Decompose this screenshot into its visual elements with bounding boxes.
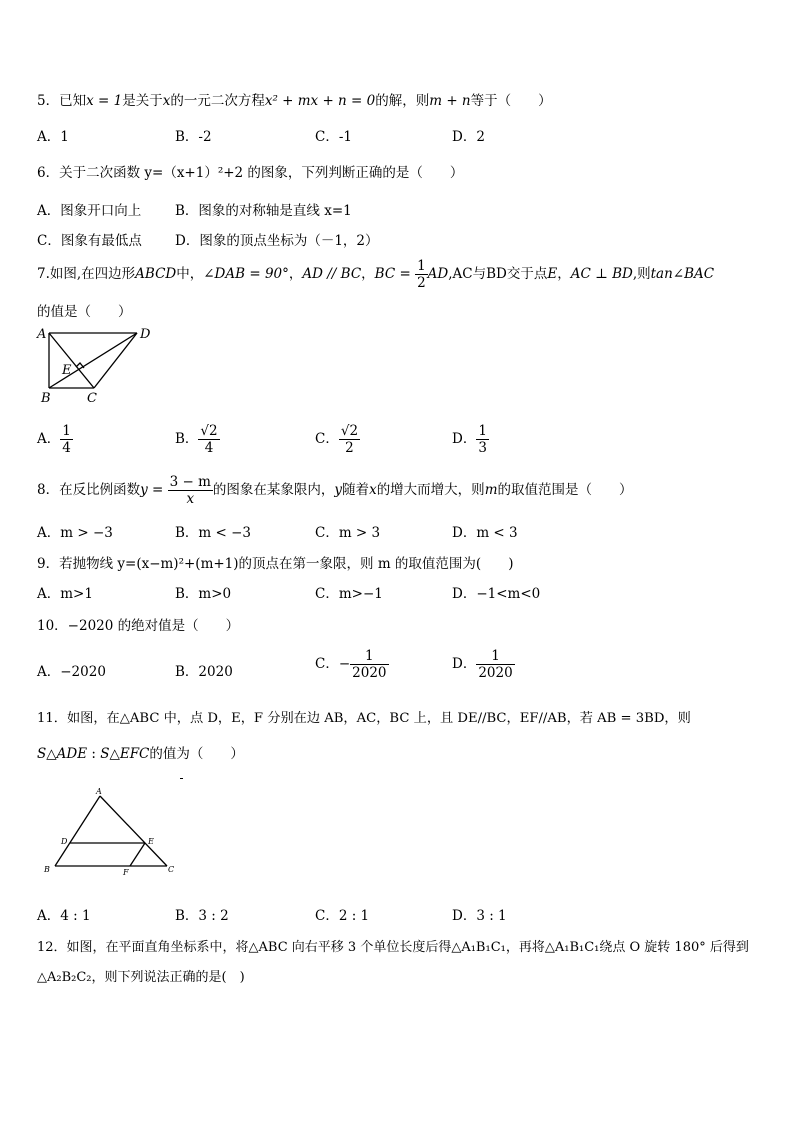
point-label-b: B	[41, 391, 51, 405]
q7-option-a[interactable]: A． $\frac{1}{4}$	[37, 423, 71, 456]
question-11-stem: 11．如图，在△ABC 中，点 D，E，F 分别在边 AB，AC，BC 上，且 DE//BC，EF//AB，若 AB = 3BD，则	[37, 711, 691, 726]
q8-option-a[interactable]: A．m > −3	[37, 525, 113, 541]
stray-mark	[180, 778, 183, 779]
q8-option-d[interactable]: D．m < 3	[452, 525, 518, 541]
q8-option-b[interactable]: B．m < −3	[175, 525, 252, 541]
q8-option-c[interactable]: C．m > 3	[315, 525, 381, 541]
q5-option-d[interactable]: D．2	[452, 129, 485, 145]
q9-option-c[interactable]: C．m>−1	[315, 586, 383, 602]
point-label-d: D	[140, 327, 151, 342]
point-label-a: A	[37, 327, 47, 342]
question-12-stem-line2: △A₂B₂C₂，则下列说法正确的是( )	[37, 970, 245, 985]
point-label-c: C	[168, 865, 175, 874]
question-8-stem: 8．在反比例函数y = $\frac{3 - m}{x}$ 的图象在某象限内，y随着x的增大而增大，则m的取值范围是（ ）	[37, 474, 633, 507]
point-label-c: C	[87, 391, 97, 405]
q6-option-a[interactable]: A．图象开口向上	[37, 203, 142, 219]
q7-option-d[interactable]: D． $\frac{1}{3}$	[452, 423, 487, 456]
question-7-stem: 7.如图,在四边形ABCD中，∠DAB = 90°，AD // BC，BC = $\frac{1}{2}$ AD,AC与BD交于点E，AC ⊥ BD,则tan∠BAC	[37, 258, 715, 291]
q7-option-b[interactable]: B． $\frac{√2}{4}$	[175, 423, 218, 456]
q7-quadrilateral-figure	[34, 323, 159, 405]
question-9-stem: 9．若抛物线 y=(x−m)²+(m+1)的顶点在第一象限，则 m 的取值范围为( )	[37, 556, 514, 572]
q10-option-c[interactable]: C．− $\frac{1}{2020}$	[315, 648, 387, 681]
q11-option-d[interactable]: D．3 : 1	[452, 908, 507, 924]
fraction-one-half: $\frac{1}{2}$	[417, 258, 426, 291]
point-label-e: E	[62, 363, 72, 378]
q9-option-a[interactable]: A．m>1	[37, 586, 93, 602]
q7-option-c[interactable]: C． $\frac{√2}{2}$	[315, 423, 359, 456]
q11-option-b[interactable]: B．3 : 2	[175, 908, 229, 924]
question-11-stem-line2: S△ADE : S△EFC的值为（ ）	[37, 746, 244, 762]
question-10-stem: 10．−2020 的绝对值是（ ）	[37, 618, 240, 634]
q10-option-d[interactable]: D． $\frac{1}{2020}$	[452, 648, 513, 681]
q9-option-d[interactable]: D．−1<m<0	[452, 586, 541, 602]
question-7-stem-line2: 的值是（ ）	[37, 304, 132, 320]
q11-option-c[interactable]: C．2 : 1	[315, 908, 370, 924]
point-label-e: E	[148, 837, 154, 846]
point-label-a: A	[96, 787, 102, 796]
q5-option-b[interactable]: B．-2	[175, 129, 212, 145]
fraction-3-minus-m-over-x: $\frac{3 - m}{x}$	[169, 474, 211, 507]
q10-option-a[interactable]: A．−2020	[37, 664, 106, 680]
q6-option-d[interactable]: D．图象的顶点坐标为（－1，2）	[175, 233, 379, 249]
q6-option-c[interactable]: C．图象有最低点	[37, 233, 142, 249]
question-12-stem: 12．如图，在平面直角坐标系中，将△ABC 向右平移 3 个单位长度后得△A₁B₁C₁，再将△A₁B₁C₁绕点 O 旋转 180° 后得到	[37, 940, 749, 955]
point-label-f: F	[123, 868, 129, 877]
q6-option-b[interactable]: B．图象的对称轴是直线 x=1	[175, 203, 352, 219]
question-5-stem: 5．已知x = 1是关于x的一元二次方程x² + mx + n = 0的解，则m + n等于（ ）	[37, 93, 552, 109]
q11-triangle-figure	[40, 784, 185, 879]
question-6-stem: 6．关于二次函数 y=（x+1）²+2 的图象，下列判断正确的是（ ）	[37, 165, 464, 181]
q9-option-b[interactable]: B．m>0	[175, 586, 232, 602]
q5-option-c[interactable]: C．-1	[315, 129, 352, 145]
q10-option-b[interactable]: B．2020	[175, 664, 233, 680]
point-label-d: D	[61, 837, 68, 846]
point-label-b: B	[44, 865, 50, 874]
q11-option-a[interactable]: A．4 : 1	[37, 908, 91, 924]
q5-option-a[interactable]: A．1	[37, 129, 69, 145]
